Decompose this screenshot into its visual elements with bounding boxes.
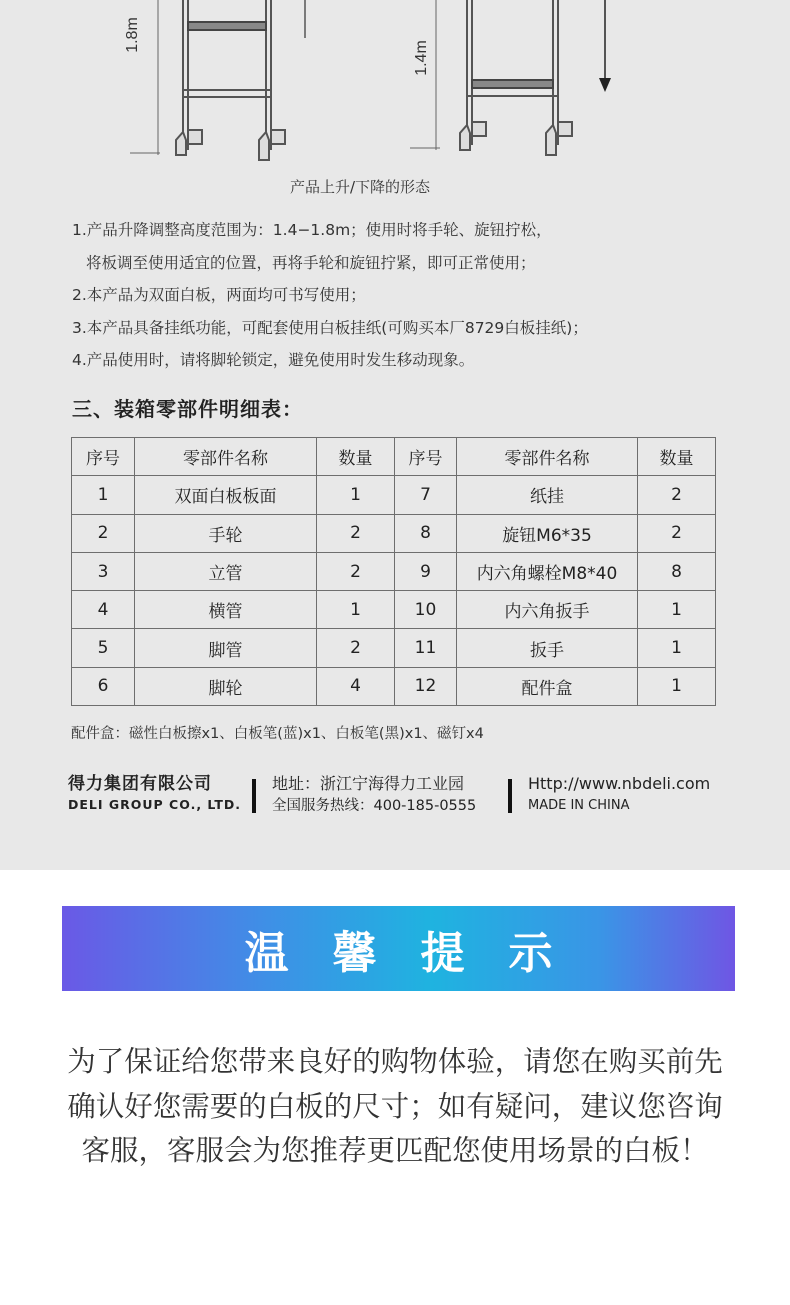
table-cell: 1 bbox=[317, 591, 395, 629]
table-cell: 旋钮M6*35 bbox=[457, 514, 638, 552]
table-cell: 5 bbox=[72, 629, 135, 667]
table-cell: 2 bbox=[317, 552, 395, 590]
service-hotline: 全国服务热线：400-185-0555 bbox=[272, 798, 477, 814]
tall-height-label: 1.8m bbox=[124, 17, 141, 53]
note-item: 3.本产品具备挂纸功能，可配套使用白板挂纸(可购买本厂8729白板挂纸)； bbox=[72, 318, 588, 337]
address-block bbox=[272, 772, 476, 816]
table-cell: 脚管 bbox=[135, 629, 317, 667]
table-cell: 1 bbox=[638, 629, 716, 667]
col-header: 零部件名称 bbox=[457, 438, 638, 476]
tips-banner bbox=[62, 906, 735, 991]
table-cell: 扳手 bbox=[457, 629, 638, 667]
table-cell: 9 bbox=[395, 552, 457, 590]
note-item: 2.本产品为双面白板，两面均可书写使用； bbox=[72, 286, 366, 304]
table-cell: 6 bbox=[72, 667, 135, 705]
down-arrow-icon bbox=[599, 78, 611, 92]
accessories-note: 配件盒：磁性白板擦x1、白板笔(蓝)x1、白板笔(黑)x1、磁钉x4 bbox=[71, 726, 484, 742]
company-footer bbox=[68, 772, 728, 820]
illustration-caption: 产品上升/下降的形态 bbox=[289, 178, 431, 196]
table-cell: 7 bbox=[395, 476, 457, 514]
table-cell: 内六角螺栓M8*40 bbox=[457, 552, 638, 590]
col-header: 零部件名称 bbox=[135, 438, 317, 476]
note-item: 4.产品使用时，请将脚轮锁定，避免使用时发生移动现象。 bbox=[72, 351, 475, 369]
short-height-label: 1.4m bbox=[413, 40, 430, 76]
tip-text: 为了保证给您带来良好的购物体验，请您在购买前先确认好您需要的白板的尺寸；如有疑问，建议您咨询客服，客服会为您推荐更匹配您使用场景的白板！ bbox=[67, 1045, 723, 1167]
table-header-row bbox=[72, 438, 716, 476]
col-header: 数量 bbox=[317, 438, 395, 476]
table-row bbox=[72, 514, 716, 552]
table-cell: 立管 bbox=[135, 552, 317, 590]
table-row bbox=[72, 476, 716, 514]
table-cell: 2 bbox=[317, 629, 395, 667]
table-cell: 10 bbox=[395, 591, 457, 629]
footer-divider bbox=[252, 779, 256, 813]
col-header: 数量 bbox=[638, 438, 716, 476]
table-cell: 横管 bbox=[135, 591, 317, 629]
table-cell: 2 bbox=[72, 514, 135, 552]
table-cell: 配件盒 bbox=[457, 667, 638, 705]
table-cell: 2 bbox=[638, 514, 716, 552]
table-row bbox=[72, 629, 716, 667]
col-header: 序号 bbox=[395, 438, 457, 476]
table-cell: 12 bbox=[395, 667, 457, 705]
short-stand-drawing bbox=[410, 0, 605, 155]
table-cell: 1 bbox=[638, 591, 716, 629]
company-address: 地址：浙江宁海得力工业园 bbox=[272, 774, 465, 793]
made-in-label: MADE IN CHINA bbox=[528, 798, 630, 813]
company-name-en: DELI GROUP CO., LTD. bbox=[68, 797, 241, 812]
table-row bbox=[72, 552, 716, 590]
table-cell: 手轮 bbox=[135, 514, 317, 552]
table-row bbox=[72, 591, 716, 629]
table-cell: 双面白板板面 bbox=[135, 476, 317, 514]
table-cell: 8 bbox=[395, 514, 457, 552]
website-url: Http://www.nbdeli.com bbox=[528, 774, 711, 793]
usage-notes bbox=[72, 214, 732, 377]
table-cell: 4 bbox=[317, 667, 395, 705]
company-block bbox=[68, 772, 241, 814]
table-cell: 内六角扳手 bbox=[457, 591, 638, 629]
table-cell: 11 bbox=[395, 629, 457, 667]
height-adjustment-illustration bbox=[0, 0, 790, 170]
company-name-cn: 得力集团有限公司 bbox=[68, 774, 212, 794]
table-cell: 1 bbox=[638, 667, 716, 705]
table-cell: 8 bbox=[638, 552, 716, 590]
parts-list-title: 三、装箱零部件明细表： bbox=[72, 397, 303, 421]
tall-stand-drawing bbox=[130, 0, 305, 160]
parts-table bbox=[71, 437, 716, 706]
table-cell: 4 bbox=[72, 591, 135, 629]
table-cell: 纸挂 bbox=[457, 476, 638, 514]
table-cell: 2 bbox=[638, 476, 716, 514]
note-item: 将板调至使用适宜的位置，再将手轮和旋钮拧紧，即可正常使用； bbox=[86, 253, 536, 272]
table-row bbox=[72, 667, 716, 705]
table-cell: 1 bbox=[317, 476, 395, 514]
banner-title: 温馨提示 bbox=[244, 927, 597, 979]
table-cell: 3 bbox=[72, 552, 135, 590]
footer-divider bbox=[508, 779, 512, 813]
table-cell: 1 bbox=[72, 476, 135, 514]
col-header: 序号 bbox=[72, 438, 135, 476]
website-block bbox=[528, 772, 710, 816]
note-item: 1.产品升降调整高度范围为：1.4−1.8m；使用时将手轮、旋钮拧松， bbox=[72, 221, 552, 239]
table-cell: 2 bbox=[317, 514, 395, 552]
table-cell: 脚轮 bbox=[135, 667, 317, 705]
